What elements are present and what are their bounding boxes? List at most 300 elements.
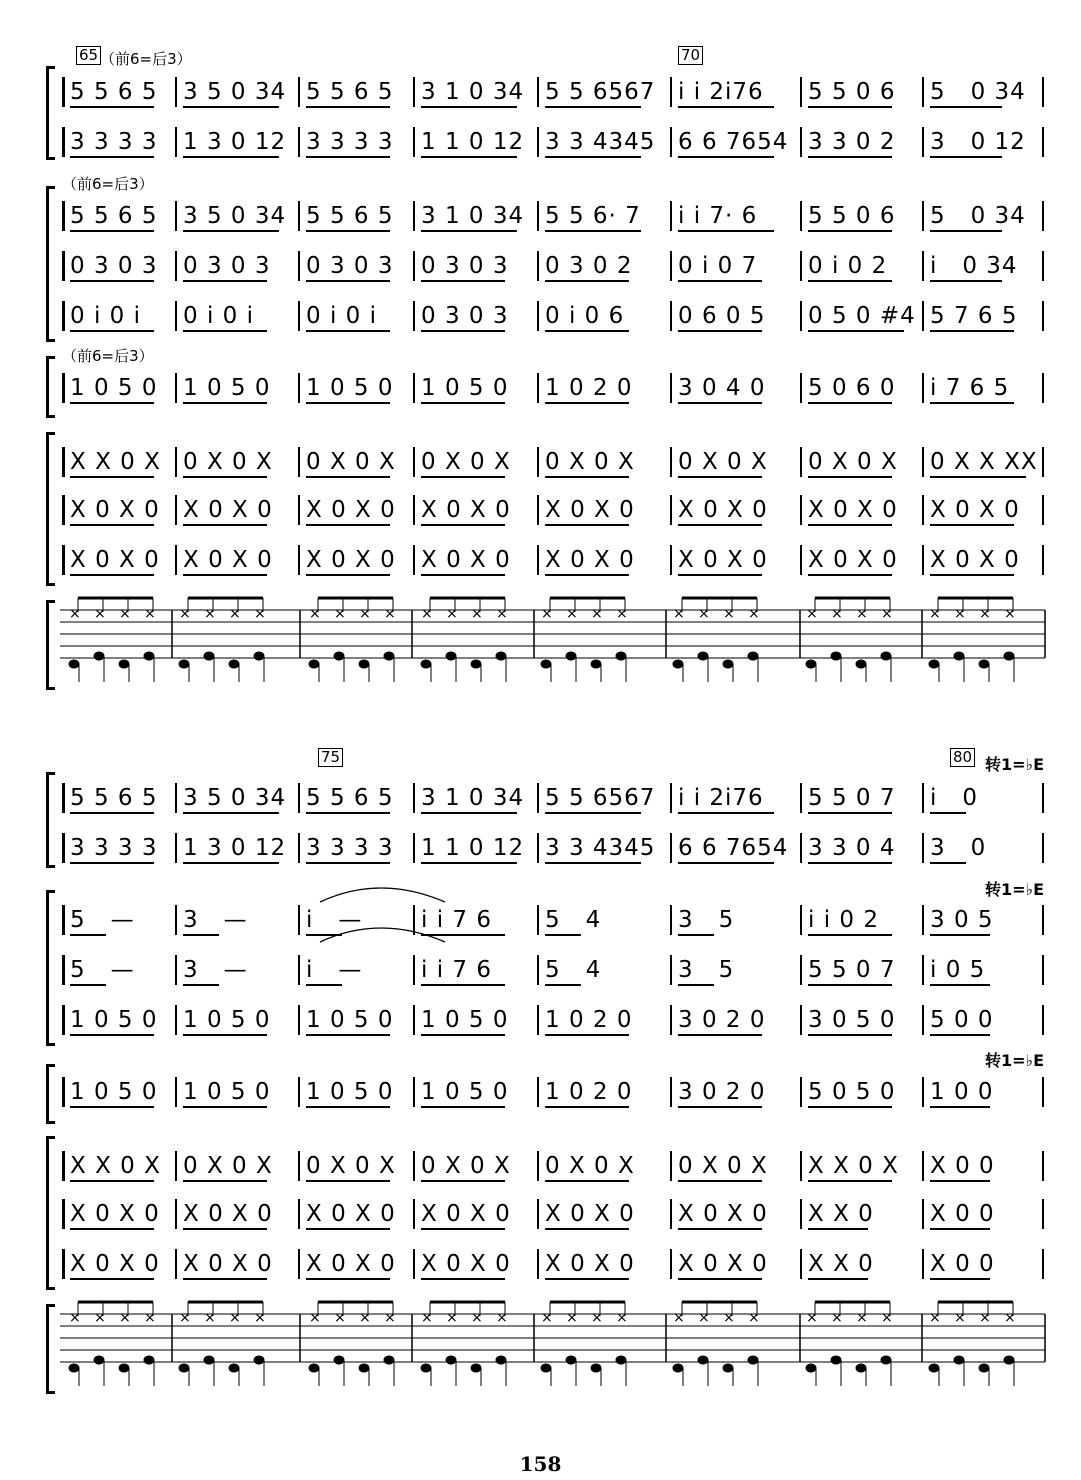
barline [537, 1199, 539, 1229]
drum-note [179, 660, 189, 668]
cymbal-note: × [254, 1310, 266, 1326]
left-barline [62, 251, 65, 281]
drum-note [979, 660, 989, 668]
drum-note [229, 1364, 239, 1372]
beam-underline [808, 280, 892, 282]
measure: 1 1 0 12 [421, 835, 525, 861]
score-row [0, 950, 1081, 990]
beam-underline [183, 1180, 267, 1182]
barline [670, 77, 672, 107]
measure: 5 0 6 0 [808, 375, 896, 401]
left-barline [62, 833, 65, 863]
beam-underline [545, 574, 629, 576]
cymbal-note: × [566, 606, 578, 622]
measure: i i 2i76 [678, 79, 764, 105]
score-row [0, 828, 1081, 868]
barline [298, 955, 300, 985]
measure: 5 4 [545, 957, 602, 983]
measure: 3 — [183, 957, 248, 983]
beam-underline [930, 230, 1002, 232]
barline [537, 1151, 539, 1181]
barline [413, 201, 415, 231]
beam-underline [70, 476, 154, 478]
barline [537, 833, 539, 863]
barline [413, 77, 415, 107]
barline [298, 1151, 300, 1181]
measure: X 0 X 0 [678, 547, 768, 573]
measure: 5 5 6 5 [70, 203, 158, 229]
beam-underline [306, 574, 390, 576]
beam-underline [545, 862, 641, 864]
beam-underline [183, 574, 267, 576]
barline [922, 373, 924, 403]
measure: 0 3 0 3 [183, 253, 271, 279]
measure: i i 7 6 [421, 957, 492, 983]
left-barline [62, 905, 65, 935]
barline [537, 1005, 539, 1035]
beam-underline [678, 1278, 762, 1280]
barline [670, 447, 672, 477]
drum-note [831, 652, 841, 660]
drum-note [384, 1356, 394, 1364]
drum-note [929, 660, 939, 668]
measure: 1 0 5 0 [70, 1079, 158, 1105]
drum-staff [60, 590, 1050, 690]
measure: 5 5 6 5 [70, 79, 158, 105]
barline [537, 373, 539, 403]
barline [537, 545, 539, 575]
cymbal-note: × [591, 1310, 603, 1326]
measure: 1 0 5 0 [183, 1007, 271, 1033]
beam-underline [306, 476, 390, 478]
beam-underline [678, 402, 762, 404]
drum-note [979, 1364, 989, 1372]
measure: X 0 X 0 [678, 497, 768, 523]
drum-note [954, 652, 964, 660]
left-barline [62, 1199, 65, 1229]
beam-underline [306, 1228, 390, 1230]
beam-underline [808, 1228, 868, 1230]
cymbal-note: × [496, 606, 508, 622]
drum-note [254, 652, 264, 660]
left-barline [62, 127, 65, 157]
beam-underline [306, 280, 390, 282]
score-row [0, 122, 1081, 162]
measure: 3 0 [930, 835, 987, 861]
drum-note [541, 660, 551, 668]
measure: X 0 X 0 [183, 1251, 273, 1277]
left-barline [62, 1249, 65, 1279]
measure: 1 0 5 0 [183, 375, 271, 401]
measure: 0 3 0 3 [306, 253, 394, 279]
barline [922, 447, 924, 477]
beam-underline [421, 574, 505, 576]
left-barline [62, 545, 65, 575]
beam-underline [808, 524, 892, 526]
cymbal-note: × [471, 1310, 483, 1326]
beam-underline [678, 106, 774, 108]
score-row [0, 1244, 1081, 1284]
score-row [0, 1194, 1081, 1234]
measure: i 0 5 [930, 957, 986, 983]
measure: X 0 X 0 [306, 1201, 396, 1227]
measure: X 0 0 [930, 1153, 995, 1179]
rehearsal-mark-75: 75 [318, 748, 343, 767]
beam-underline [930, 1034, 990, 1036]
beam-underline [421, 402, 505, 404]
beam-underline [545, 1034, 629, 1036]
barline [1042, 1151, 1044, 1181]
beam-underline [306, 862, 390, 864]
cymbal-note: × [698, 1310, 710, 1326]
beam-underline [70, 862, 154, 864]
measure: X 0 X 0 [545, 497, 635, 523]
beam-underline [545, 106, 641, 108]
barline [800, 783, 802, 813]
barline [175, 1077, 177, 1107]
barline [175, 905, 177, 935]
cymbal-note: × [954, 1310, 966, 1326]
cymbal-note: × [69, 606, 81, 622]
beam-underline [183, 280, 267, 282]
barline [298, 201, 300, 231]
barline [175, 1199, 177, 1229]
measure: X 0 X 0 [930, 547, 1020, 573]
drum-note [591, 660, 601, 668]
staff-bracket [46, 600, 55, 690]
barline [800, 495, 802, 525]
key-change: 转1=♭E [985, 755, 1045, 774]
cymbal-note: × [541, 1310, 553, 1326]
drum-note [204, 1356, 214, 1364]
beam-underline [545, 330, 629, 332]
barline [175, 833, 177, 863]
drum-note [144, 1356, 154, 1364]
drum-note [204, 652, 214, 660]
left-barline [62, 955, 65, 985]
cymbal-note: × [384, 1310, 396, 1326]
cymbal-note: × [94, 606, 106, 622]
measure: 0 X 0 X [545, 449, 635, 475]
barline [175, 373, 177, 403]
page-number: 158 [519, 1452, 562, 1476]
barline [175, 1151, 177, 1181]
measure: X X 0 [808, 1201, 874, 1227]
measure: 1 0 2 0 [545, 1007, 633, 1033]
barline [175, 495, 177, 525]
measure: 3 5 0 34 [183, 203, 287, 229]
left-barline [62, 495, 65, 525]
drum-note [119, 1364, 129, 1372]
measure: 1 1 0 12 [421, 129, 525, 155]
beam-underline [930, 934, 990, 936]
left-barline [62, 1151, 65, 1181]
barline [670, 1077, 672, 1107]
barline [413, 833, 415, 863]
measure: 5 — [70, 907, 135, 933]
drum-note [334, 652, 344, 660]
measure: 3 0 12 [930, 129, 1026, 155]
cymbal-note: × [881, 606, 893, 622]
beam-underline [678, 1034, 762, 1036]
barline [1042, 447, 1044, 477]
measure: 3 — [183, 907, 248, 933]
score-row [0, 900, 1081, 940]
beam-underline [421, 524, 505, 526]
barline [175, 301, 177, 331]
drum-note [309, 660, 319, 668]
beam-underline [70, 934, 106, 936]
barline [670, 545, 672, 575]
drum-note [566, 652, 576, 660]
barline [175, 783, 177, 813]
cymbal-note: × [359, 1310, 371, 1326]
measure: 5 5 6 5 [306, 79, 394, 105]
beam-underline [306, 330, 390, 332]
drum-note [69, 1364, 79, 1372]
beam-underline [306, 106, 390, 108]
barline [922, 201, 924, 231]
drum-note [831, 1356, 841, 1364]
cymbal-note: × [806, 606, 818, 622]
barline [537, 201, 539, 231]
measure: 5 7 6 5 [930, 303, 1018, 329]
measure: 3 3 0 4 [808, 835, 896, 861]
beam-underline [678, 476, 762, 478]
measure: X 0 X 0 [70, 1201, 160, 1227]
drum-note [471, 660, 481, 668]
score-row [0, 246, 1081, 286]
barline [413, 447, 415, 477]
measure: 0 3 0 3 [70, 253, 158, 279]
left-barline [62, 783, 65, 813]
cymbal-note: × [979, 1310, 991, 1326]
cymbal-note: × [446, 1310, 458, 1326]
barline [1042, 251, 1044, 281]
barline [413, 373, 415, 403]
score-row [0, 196, 1081, 236]
beam-underline [808, 106, 892, 108]
cymbal-note: × [831, 1310, 843, 1326]
barline [298, 1005, 300, 1035]
beam-underline [545, 984, 581, 986]
barline [298, 447, 300, 477]
measure: X 0 0 [930, 1251, 995, 1277]
rehearsal-mark-80: 80 [950, 748, 975, 767]
cymbal-note: × [566, 1310, 578, 1326]
barline [537, 447, 539, 477]
measure: i 0 34 [930, 253, 1018, 279]
beam-underline [70, 984, 106, 986]
drum-note [229, 660, 239, 668]
beam-underline [930, 106, 1002, 108]
barline [800, 833, 802, 863]
beam-underline [930, 280, 1002, 282]
measure: 3 3 4345 [545, 835, 656, 861]
cymbal-note: × [616, 606, 628, 622]
barline [175, 447, 177, 477]
measure: 0 X 0 X [421, 449, 511, 475]
beam-underline [808, 862, 892, 864]
measure: X 0 X 0 [183, 1201, 273, 1227]
beam-underline [183, 156, 279, 158]
beam-underline [70, 1228, 154, 1230]
beam-underline [70, 1034, 154, 1036]
score-row [0, 1000, 1081, 1040]
drum-note [496, 1356, 506, 1364]
rehearsal-mark-65: 65 [76, 46, 101, 65]
barline [537, 1249, 539, 1279]
beam-underline [930, 984, 990, 986]
measure: 0 6 0 5 [678, 303, 766, 329]
beam-underline [421, 280, 505, 282]
beam-underline [808, 156, 892, 158]
measure: 0 i 0 i [183, 303, 254, 329]
drum-note [616, 1356, 626, 1364]
cymbal-note: × [723, 1310, 735, 1326]
barline [175, 251, 177, 281]
drum-note [541, 1364, 551, 1372]
drum-note [359, 660, 369, 668]
beam-underline [421, 862, 517, 864]
barline [800, 545, 802, 575]
measure: 1 0 5 0 [70, 1007, 158, 1033]
cymbal-note: × [359, 606, 371, 622]
beam-underline [183, 1106, 267, 1108]
beam-underline [306, 402, 390, 404]
measure: 6 6 7654 [678, 129, 789, 155]
tuning-note: （前6=后3） [62, 347, 154, 365]
barline [537, 1077, 539, 1107]
barline [1042, 1077, 1044, 1107]
barline [922, 1005, 924, 1035]
barline [537, 905, 539, 935]
beam-underline [678, 524, 762, 526]
barline [922, 905, 924, 935]
beam-underline [421, 330, 505, 332]
barline [670, 1005, 672, 1035]
cymbal-note: × [94, 1310, 106, 1326]
barline [1042, 201, 1044, 231]
barline [413, 545, 415, 575]
cymbal-note: × [748, 606, 760, 622]
beam-underline [306, 812, 390, 814]
rehearsal-mark-70: 70 [678, 46, 703, 65]
barline [922, 1077, 924, 1107]
beam-underline [808, 1034, 892, 1036]
measure: 0 i 0 2 [808, 253, 888, 279]
barline [1042, 127, 1044, 157]
beam-underline [183, 1228, 267, 1230]
measure: 0 3 0 2 [545, 253, 633, 279]
barline [298, 783, 300, 813]
barline [537, 77, 539, 107]
measure: 1 0 5 0 [70, 375, 158, 401]
measure: 5 0 34 [930, 203, 1026, 229]
measure: 5 5 0 6 [808, 203, 896, 229]
drum-note [144, 652, 154, 660]
cymbal-note: × [446, 606, 458, 622]
cymbal-note: × [421, 1310, 433, 1326]
cymbal-note: × [119, 1310, 131, 1326]
beam-underline [545, 1278, 629, 1280]
measure: 3 3 3 3 [70, 129, 158, 155]
key-change: 转1=♭E [985, 1051, 1045, 1070]
cymbal-note: × [591, 606, 603, 622]
beam-underline [183, 1034, 267, 1036]
barline [175, 201, 177, 231]
barline [298, 373, 300, 403]
beam-underline [70, 812, 154, 814]
beam-underline [70, 524, 154, 526]
measure: 5 5 6 5 [306, 203, 394, 229]
barline [298, 1199, 300, 1229]
measure: 0 X 0 X [183, 449, 273, 475]
drum-note [359, 1364, 369, 1372]
score-row [0, 72, 1081, 112]
left-barline [62, 373, 65, 403]
measure: X 0 X 0 [421, 1251, 511, 1277]
measure: X 0 X 0 [421, 1201, 511, 1227]
drum-note [69, 660, 79, 668]
barline [922, 1199, 924, 1229]
drum-note [954, 1356, 964, 1364]
beam-underline [678, 984, 714, 986]
beam-underline [70, 574, 154, 576]
beam-underline [183, 230, 279, 232]
beam-underline [808, 402, 892, 404]
measure: 0 X X XX [930, 449, 1038, 475]
barline [670, 1249, 672, 1279]
barline [1042, 545, 1044, 575]
beam-underline [930, 1278, 990, 1280]
cymbal-note: × [384, 606, 396, 622]
score-row [0, 1072, 1081, 1112]
barline [800, 447, 802, 477]
beam-underline [421, 1034, 505, 1036]
barline [800, 1077, 802, 1107]
barline [1042, 905, 1044, 935]
measure: 0 3 0 3 [421, 253, 509, 279]
drum-note [1004, 652, 1014, 660]
drum-note [566, 1356, 576, 1364]
barline [1042, 833, 1044, 863]
barline [800, 127, 802, 157]
beam-underline [930, 812, 966, 814]
measure: i i 7 6 [421, 907, 492, 933]
drum-note [723, 660, 733, 668]
measure: X 0 X 0 [70, 547, 160, 573]
key-change: 转1=♭E [985, 880, 1045, 899]
barline [670, 955, 672, 985]
measure: 1 0 5 0 [421, 1079, 509, 1105]
measure: 3 0 4 0 [678, 375, 766, 401]
cymbal-note: × [954, 606, 966, 622]
barline [800, 251, 802, 281]
measure: X 0 X 0 [421, 547, 511, 573]
barline [670, 251, 672, 281]
barline [800, 201, 802, 231]
cymbal-note: × [856, 1310, 868, 1326]
beam-underline [930, 574, 1014, 576]
barline [1042, 373, 1044, 403]
beam-underline [678, 1228, 762, 1230]
beam-underline [183, 106, 279, 108]
measure: 5 5 6 5 [306, 785, 394, 811]
cymbal-note: × [229, 606, 241, 622]
cymbal-note: × [334, 1310, 346, 1326]
measure: 0 5 0 #4 [808, 303, 916, 329]
